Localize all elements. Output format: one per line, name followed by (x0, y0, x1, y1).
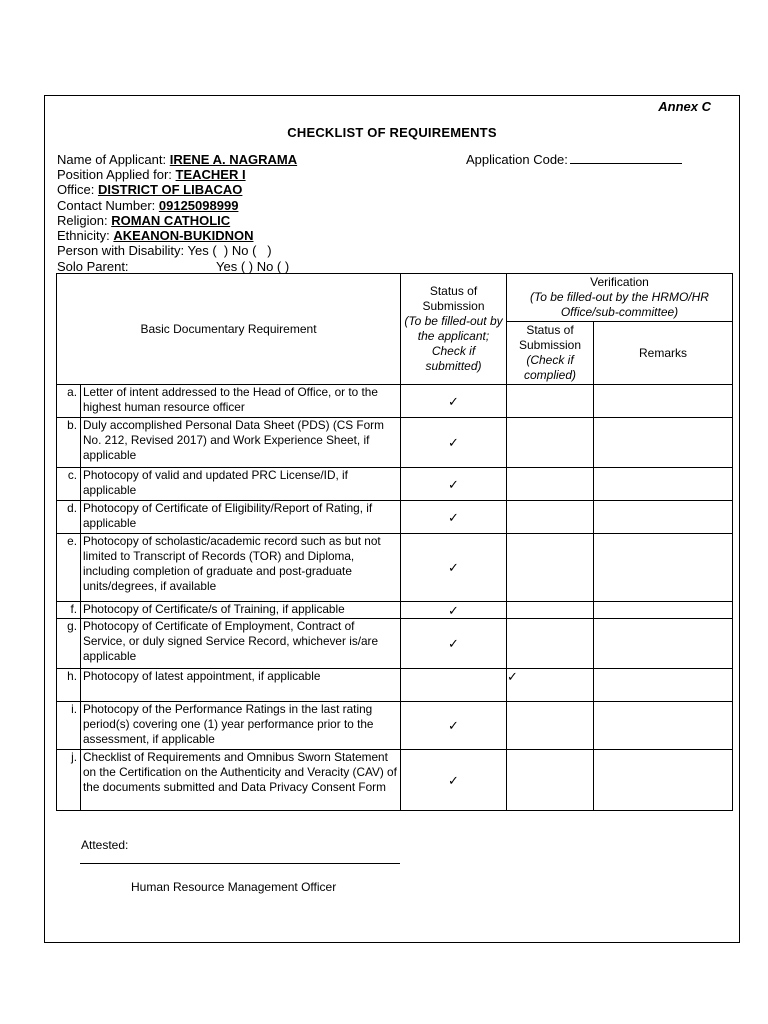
pwd-line (57, 243, 272, 258)
check-icon: ✓ (448, 560, 459, 575)
office-line (57, 182, 242, 197)
contact-label: Contact Number: (57, 198, 156, 213)
row-letter: i. (57, 702, 81, 750)
row-status-submission (401, 702, 507, 750)
table-row (57, 501, 733, 534)
applicant-name-line (57, 152, 297, 167)
row-remarks (594, 602, 733, 619)
row-verification-status (507, 602, 594, 619)
header-verification (507, 274, 733, 322)
row-requirement-text: Photocopy of scholastic/academic record such as but not limited to Transcript of Records (TOR) and Diploma, including completion of graduate and post-graduate units/degrees, if available (81, 534, 401, 602)
pwd-options: Yes ( ) No ( ) (187, 243, 272, 258)
solo-parent-label: Solo Parent: (57, 259, 129, 274)
row-remarks (594, 750, 733, 811)
row-requirement-text: Photocopy of latest appointment, if applicable (81, 669, 401, 702)
religion-line (57, 213, 230, 228)
solo-parent-options: Yes ( ) No ( ) (216, 259, 290, 274)
requirements-rows (57, 385, 733, 811)
row-status-submission (401, 750, 507, 811)
header-remarks: Remarks (594, 322, 733, 385)
office-label: Office: (57, 182, 95, 197)
row-status-submission (401, 602, 507, 619)
row-remarks (594, 418, 733, 468)
row-letter: d. (57, 501, 81, 534)
table-row (57, 468, 733, 501)
row-status-submission (401, 418, 507, 468)
table-row (57, 418, 733, 468)
check-icon: ✓ (448, 509, 459, 525)
table-row (57, 534, 733, 602)
header-verification-title: Verification (590, 275, 649, 289)
check-icon: ✓ (448, 718, 459, 733)
table-row (57, 750, 733, 811)
requirements-table (56, 273, 733, 811)
table-row (57, 385, 733, 418)
row-requirement-text: Photocopy of Certificate/s of Training, if applicable (81, 602, 401, 619)
row-verification-status (507, 669, 594, 702)
check-icon: ✓ (448, 602, 459, 618)
row-remarks (594, 669, 733, 702)
row-verification-status (507, 385, 594, 418)
row-remarks (594, 702, 733, 750)
header-ver-status (507, 322, 594, 385)
row-remarks (594, 619, 733, 669)
header-verification-note: (To be filled-out by the HRMO/HR Office/sub-committee) (530, 290, 709, 319)
header-ver-status-title: Status of Submission (518, 323, 582, 352)
ethnicity-line (57, 228, 253, 243)
row-requirement-text: Letter of intent addressed to the Head of Office, or to the highest human resource officer (81, 385, 401, 418)
row-letter: g. (57, 619, 81, 669)
form-title: CHECKLIST OF REQUIREMENTS (287, 125, 497, 140)
row-letter: e. (57, 534, 81, 602)
attested-label: Attested: (81, 838, 129, 852)
row-letter: f. (57, 602, 81, 619)
row-status-submission (401, 619, 507, 669)
row-status-submission (401, 501, 507, 534)
contact-line (57, 198, 238, 213)
position-label: Position Applied for: (57, 167, 172, 182)
row-letter: j. (57, 750, 81, 811)
row-requirement-text: Photocopy of valid and updated PRC License/ID, if applicable (81, 468, 401, 501)
ethnicity-label: Ethnicity: (57, 228, 110, 243)
row-status-submission (401, 385, 507, 418)
signature-line (80, 863, 400, 864)
row-verification-status (507, 750, 594, 811)
row-requirement-text: Photocopy of the Performance Ratings in the last rating period(s) covering one (1) year performance prior to the assessment, if applicable (81, 702, 401, 750)
row-status-submission (401, 534, 507, 602)
applicant-name-value: IRENE A. NAGRAMA (169, 152, 298, 167)
row-letter: c. (57, 468, 81, 501)
check-icon: ✓ (507, 669, 518, 684)
religion-label: Religion: (57, 213, 108, 228)
header-ver-status-note: (Check if complied) (523, 353, 577, 382)
check-icon: ✓ (448, 772, 459, 788)
header-status-title: Status of Submission (422, 284, 485, 313)
check-icon: ✓ (448, 476, 459, 492)
row-remarks (594, 385, 733, 418)
row-requirement-text: Duly accomplished Personal Data Sheet (PDS) (CS Form No. 212, Revised 2017) and Work Experience Sheet, if applicable (81, 418, 401, 468)
row-requirement-text: Photocopy of Certificate of Eligibility/Report of Rating, if applicable (81, 501, 401, 534)
row-status-submission (401, 669, 507, 702)
check-icon: ✓ (448, 636, 459, 651)
checklist-form (44, 95, 740, 943)
row-verification-status (507, 702, 594, 750)
header-status-note: (To be filled-out by the applicant; Check if submitted) (404, 314, 503, 373)
header-requirement: Basic Documentary Requirement (57, 274, 401, 385)
row-verification-status (507, 501, 594, 534)
signatory-title: Human Resource Management Officer (131, 880, 337, 894)
application-code-label: Application Code: (466, 152, 568, 167)
table-row (57, 702, 733, 750)
row-requirement-text: Photocopy of Certificate of Employment, Contract of Service, or duly signed Service Record, whichever is/are applicable (81, 619, 401, 669)
table-row (57, 602, 733, 619)
row-verification-status (507, 468, 594, 501)
application-code-line (466, 152, 682, 167)
row-letter: a. (57, 385, 81, 418)
position-line (57, 167, 246, 182)
row-remarks (594, 534, 733, 602)
position-value: TEACHER I (175, 167, 246, 182)
row-status-submission (401, 468, 507, 501)
religion-value: ROMAN CATHOLIC (111, 213, 231, 228)
header-status-submission (401, 274, 507, 385)
office-value: DISTRICT OF LIBACAO (97, 182, 243, 197)
row-verification-status (507, 534, 594, 602)
row-letter: h. (57, 669, 81, 702)
table-row (57, 669, 733, 702)
row-requirement-text: Checklist of Requirements and Omnibus Sworn Statement on the Certification on the Authenticity and Veracity (CAV) of the documents submitted and Data Privacy Consent Form (81, 750, 401, 811)
row-remarks (594, 501, 733, 534)
contact-value: 09125098999 (158, 198, 239, 213)
annex-label: Annex C (658, 99, 711, 114)
row-letter: b. (57, 418, 81, 468)
ethnicity-value: AKEANON-BUKIDNON (113, 228, 254, 243)
application-code-blank (570, 152, 682, 164)
row-remarks (594, 468, 733, 501)
row-verification-status (507, 619, 594, 669)
check-icon: ✓ (448, 435, 459, 450)
pwd-label: Person with Disability: (57, 243, 185, 258)
row-verification-status (507, 418, 594, 468)
table-row (57, 619, 733, 669)
applicant-name-label: Name of Applicant: (57, 152, 167, 167)
check-icon: ✓ (448, 393, 459, 409)
solo-parent-line (57, 259, 129, 274)
